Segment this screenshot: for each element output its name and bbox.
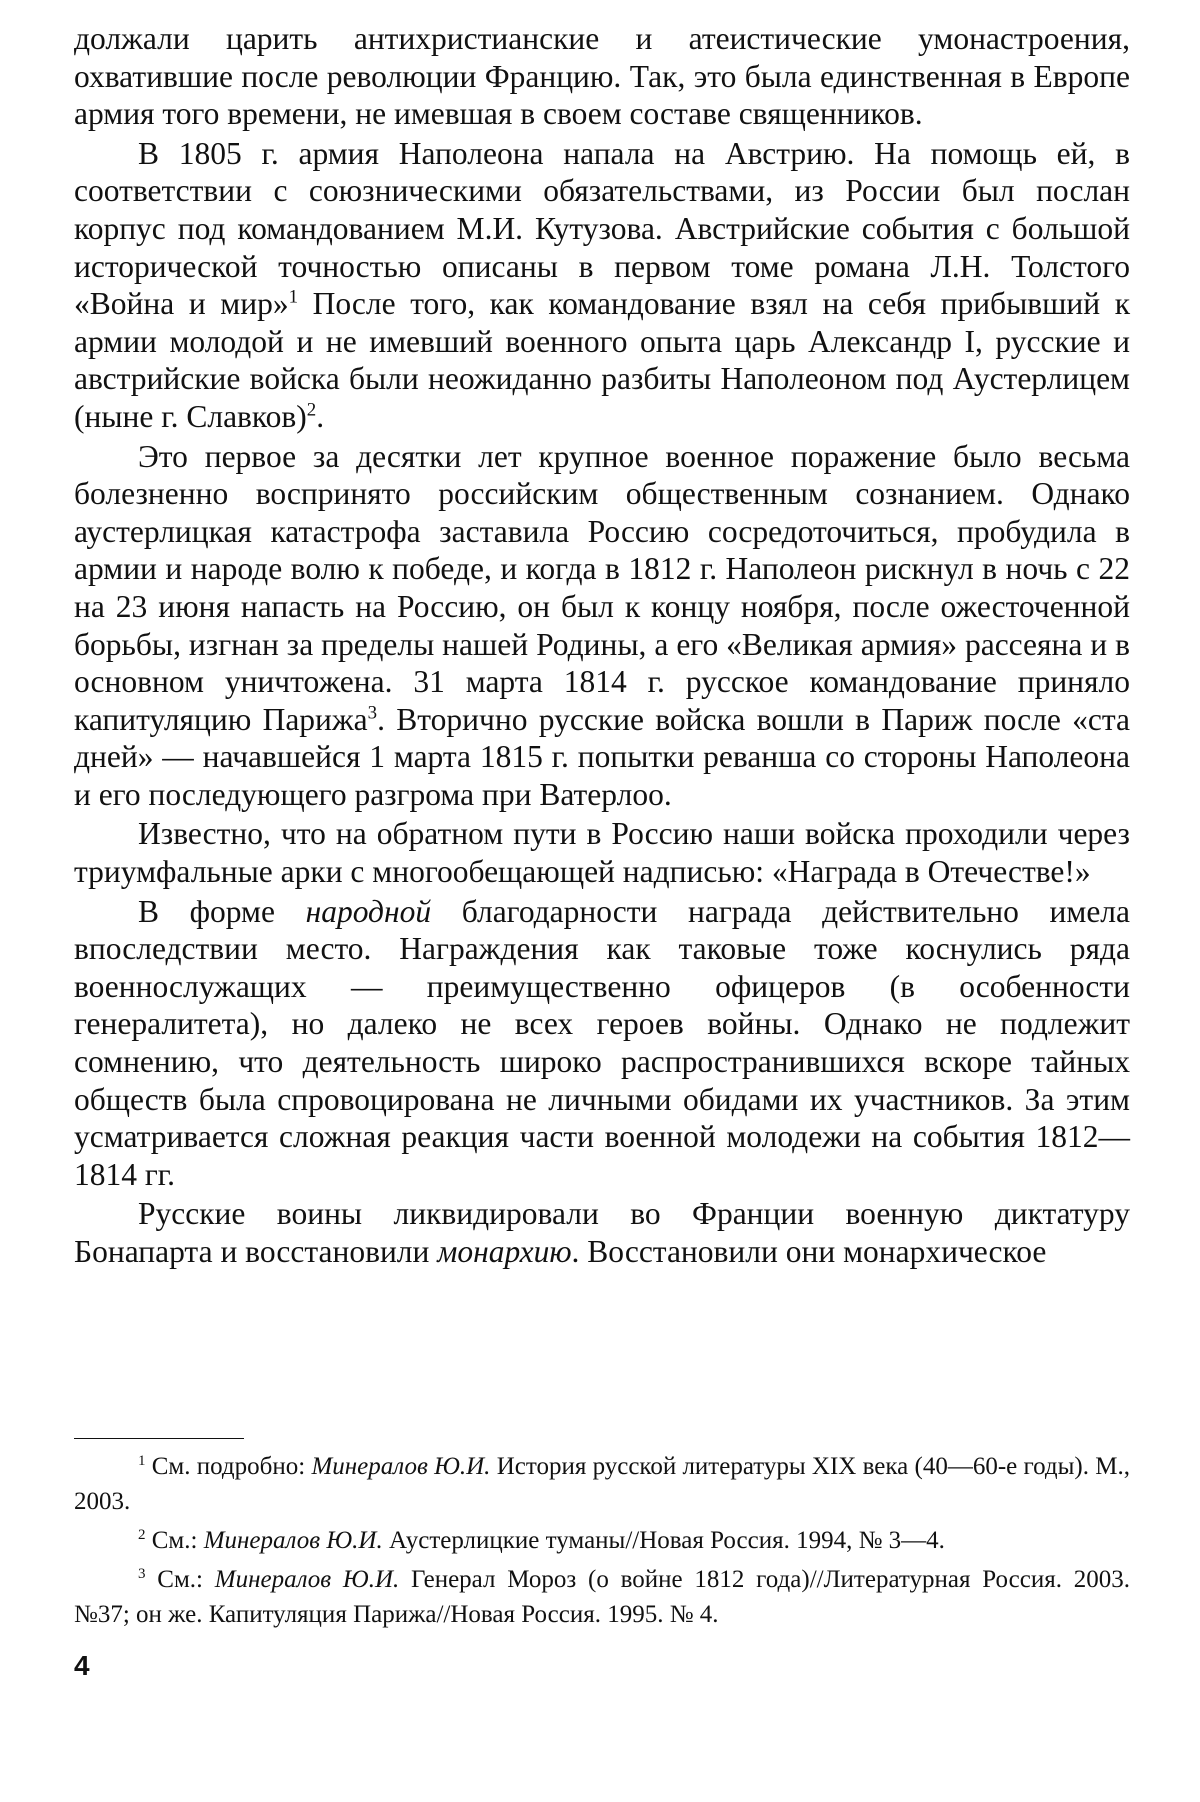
paragraph-text: . Вторично русские войска вошли в Париж после «ста дней» — начавшейся 1 марта 1815 г. попытки реванша со стороны Наполеона и его последующего разгрома при Ватерлоо. <box>74 701 1130 812</box>
paragraph-triumphal-arches <box>74 815 1130 890</box>
footnote-1 <box>74 1449 1130 1519</box>
paragraph-text: Известно, что на обратном пути в Россию наши войска проходили через триумфальные арки с многообещающей надписью: «Награда в Отечестве!» <box>74 816 1130 890</box>
footnote-text: Аустерлицкие туманы//Новая Россия. 1994, № 3—4. <box>382 1527 945 1554</box>
footnote-author: Минералов Ю.И. <box>311 1453 491 1480</box>
paragraph-text: . Восстановили они монархическое <box>571 1234 1047 1269</box>
paragraph-text: В 1805 г. армия Наполеона напала на Австрию. На помощь ей, в соответствии с союзническими обязательствами, из России был послан корпус под командованием М.И. Кутузова. Австрийские события с большой исторической точностью описаны в первом томе романа Л.Н. Толстого «Война и мир» <box>74 135 1130 322</box>
footnote-author: Минералов Ю.И. <box>214 1566 400 1593</box>
paragraph-monarchy <box>74 1195 1130 1270</box>
footnote-divider <box>74 1438 244 1439</box>
footnote-number: 2 <box>138 1527 146 1543</box>
footnote-prefix: См. подробно: <box>145 1453 312 1480</box>
footnote-2 <box>74 1523 1130 1558</box>
footnote-ref[interactable]: 3 <box>367 702 378 724</box>
footnote-number: 3 <box>138 1566 146 1582</box>
paragraph-austerlitz <box>74 135 1130 436</box>
paragraph-1812 <box>74 438 1130 814</box>
paragraph-reward <box>74 893 1130 1194</box>
footnote-ref[interactable]: 1 <box>288 286 299 308</box>
paragraph-text: Это первое за десятки лет крупное военное поражение было весьма болезненно воспринято российским общественным сознанием. Однако аустерлицкая катастрофа заставила Россию сосредоточиться, пробудила в армии и народе волю к победе, и когда в 1812 г. Наполеон рискнул в ночь с 22 на 23 июня напасть на Россию, он был к концу ноября, после ожесточенной борьбы, изгнан за пределы нашей Родины, а его «Великая армия» рассеяна и в основном уничтожена. 31 марта 1814 г. русское командование приняло капитуляцию Парижа <box>74 438 1130 737</box>
paragraph-text: благодарности награда действительно имела впоследствии место. Награждения как таковые тоже коснулись ряда военнослужащих — преимущественно офицеров (в особенности генералитета), но далеко не всех героев войны. Однако не подлежит сомнению, что деятельность широко распространившихся вскоре тайных обществ была спровоцирована не личными обидами их участников. За этим усматривается сложная реакция части военной молодежи на события 1812—1814 гг. <box>74 893 1131 1192</box>
paragraph-continued <box>74 20 1130 133</box>
footnote-ref[interactable]: 2 <box>306 399 317 421</box>
paragraph-text: После того, как командование взял на себя прибывший к армии молодой и не имевший военного опыта царь Александр I, русские и австрийские войска были неожиданно разбиты Наполеоном под Аустерлицем (ныне г. Славков) <box>74 286 1130 434</box>
footnote-number: 1 <box>138 1453 146 1469</box>
emphasis-text: народной <box>305 893 432 929</box>
page-number: 4 <box>74 1650 90 1681</box>
footnote-author: Минералов Ю.И. <box>203 1527 383 1554</box>
paragraph-text: Русские воины ликвидировали во Франции военную диктатуру Бонапарта и восстановили <box>74 1196 1130 1269</box>
footnote-text: Генерал Мороз (о войне 1812 года)//Литературная Россия. 2003. №37; он же. Капитуляция Парижа//Новая Россия. 1995. № 4. <box>74 1566 1130 1628</box>
main-text <box>74 20 1130 1271</box>
footnotes-section <box>74 1438 1130 1636</box>
paragraph-text: . <box>316 398 325 434</box>
paragraph-text: должали царить антихристианские и атеистические умонастроения, охватившие после революции Францию. Так, это была единственная в Европе армия того времени, не имевшая в своем составе священников. <box>74 21 1130 132</box>
emphasis-text: монархию <box>437 1234 572 1269</box>
footnote-3 <box>74 1562 1130 1632</box>
footnote-prefix: См.: <box>145 1566 215 1593</box>
paragraph-text: В форме <box>138 893 306 929</box>
footnote-prefix: См.: <box>145 1527 204 1554</box>
footnote-text: История русской литературы XIX века (40—60-е годы). М., 2003. <box>74 1453 1130 1515</box>
